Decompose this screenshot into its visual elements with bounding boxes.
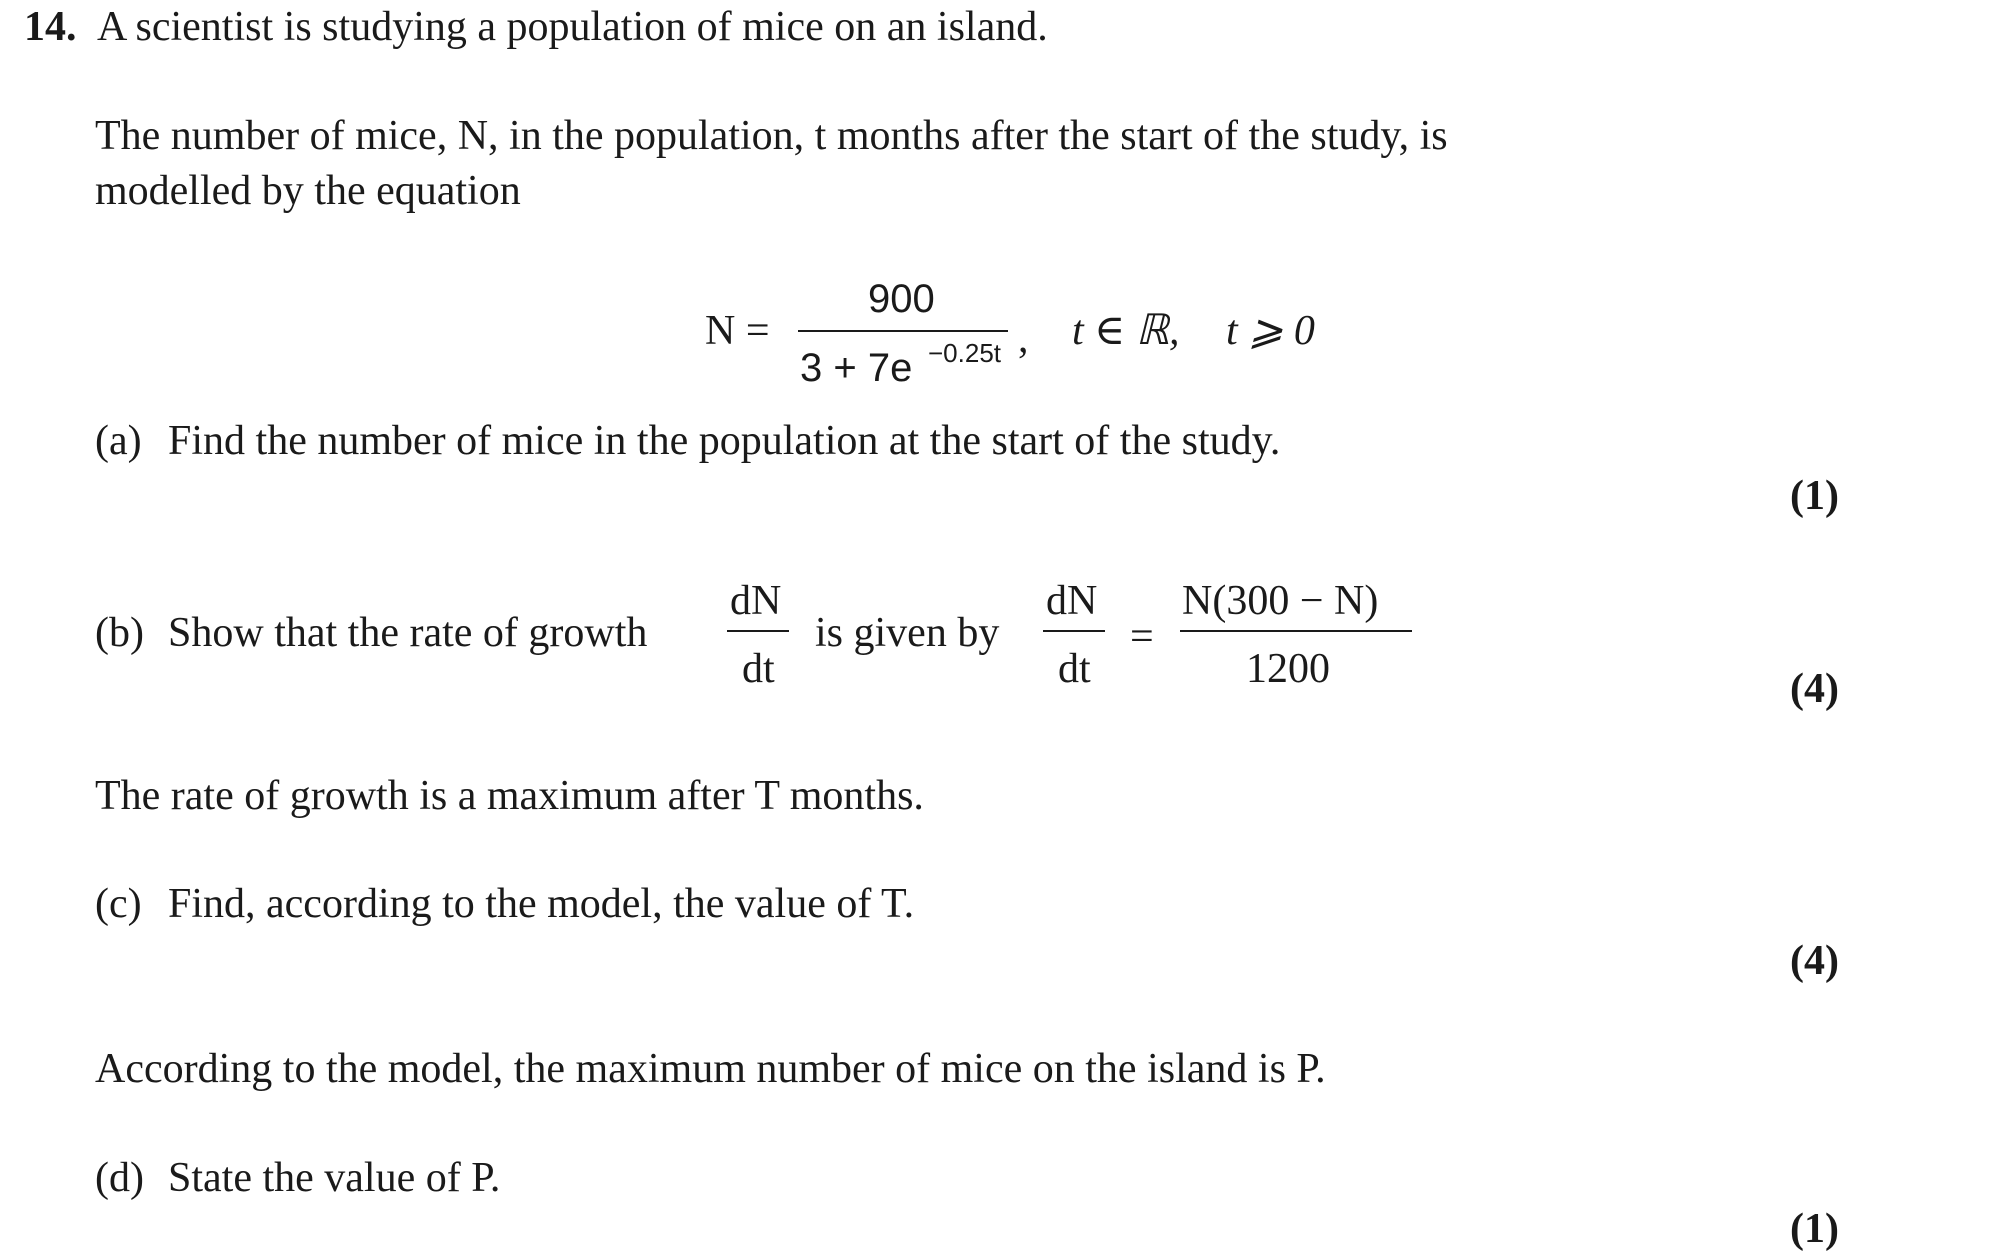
equation-domain-2: t ⩾ 0 (1226, 308, 1315, 354)
part-b-rhs-num: N(300 − N) (1182, 578, 1379, 624)
equation-lhs: N = (705, 308, 770, 354)
part-b-deriv-num: dN (730, 578, 782, 624)
stem-c: The rate of growth is a maximum after T months. (95, 773, 924, 819)
part-b-marks: (4) (1790, 666, 1839, 712)
part-d-marks: (1) (1790, 1206, 1839, 1252)
part-b-text-2: is given by (815, 610, 1000, 656)
question-number: 14. (24, 4, 77, 50)
question-intro: A scientist is studying a population of mice on an island. (97, 4, 1048, 50)
equation-numerator: 900 (868, 277, 935, 321)
part-a-marks: (1) (1790, 473, 1839, 519)
part-b-equals: = (1130, 614, 1154, 660)
equation-comma: , (1018, 316, 1029, 362)
equation-domain-1: t ∈ ℝ, (1072, 308, 1180, 354)
part-b-rhs-bar (1180, 630, 1412, 632)
part-b-deriv2-bar (1043, 630, 1105, 632)
model-text-line-1: The number of mice, N, in the population, t months after the start of the study, is (95, 113, 1448, 159)
part-c-text: Find, according to the model, the value of T. (168, 881, 915, 927)
part-d-label: (d) (95, 1155, 144, 1201)
model-text-line-2: modelled by the equation (95, 168, 521, 214)
part-a-label: (a) (95, 418, 142, 464)
part-b-deriv-bar (727, 630, 789, 632)
part-a-text: Find the number of mice in the population at the start of the study. (168, 418, 1281, 464)
part-b-deriv2-den: dt (1058, 646, 1091, 692)
equation-denominator-exponent: −0.25t (928, 338, 1002, 368)
part-c-marks: (4) (1790, 938, 1839, 984)
part-c-label: (c) (95, 881, 142, 927)
part-b-deriv-den: dt (742, 646, 775, 692)
part-b-text-1: Show that the rate of growth (168, 610, 648, 656)
stem-d: According to the model, the maximum number of mice on the island is P. (95, 1046, 1326, 1092)
equation-fraction-bar (798, 330, 1008, 332)
part-d-text: State the value of P. (168, 1155, 501, 1201)
part-b-label: (b) (95, 610, 144, 656)
part-b-rhs-den: 1200 (1246, 646, 1330, 692)
equation-denominator-base: 3 + 7e (800, 346, 913, 390)
part-b-deriv2-num: dN (1046, 578, 1098, 624)
